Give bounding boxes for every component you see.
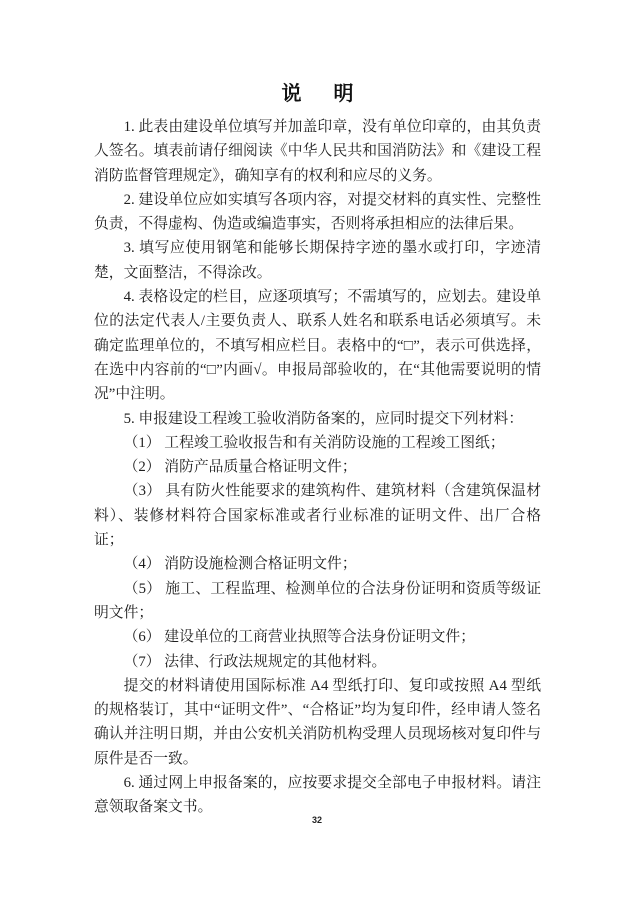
para-1: 1. 此表由建设单位填写并加盖印章，没有单位印章的，由其负责人签名。填表前请仔细阅读《中华人民共和国消防法》和《建设工程消防监督管理规定》，确知享有的权利和应尽的义务。 (94, 119, 541, 184)
list-item-7: （7） 法律、行政法规规定的其他材料。 (123, 653, 387, 670)
para-5: 5. 申报建设工程竣工验收消防备案的，应同时提交下列材料： (123, 410, 524, 427)
page-title: 说 明 (281, 83, 360, 105)
para-4: 4. 表格设定的栏目，应逐项填写；不需填写的，应划去。建设单位的法定代表人/主要负责人、联系人姓名和联系电话必须填写。未确定监理单位的，不填写相应栏目。表格中的“□”，表示可供选择，在选中内容前的“□”内画√。申报局部验收的，在“其他需要说明的情况”中注明。 (94, 289, 541, 403)
instructions-body (94, 115, 541, 820)
para-6: 6. 通过网上申报备案的，应按要求提交全部电子申报材料。请注意领取备案文书。 (94, 775, 541, 816)
list-item-2: （2） 消防产品质量合格证明文件； (123, 459, 357, 476)
list-item-4: （4） 消防设施检测合格证明文件； (123, 556, 357, 573)
page-number: 32 (311, 815, 322, 825)
list-item-5: （5） 施工、工程监理、检测单位的合法身份证明和资质等级证明文件； (94, 580, 541, 621)
list-item-6: （6） 建设单位的工商营业执照等合法身份证明文件； (123, 629, 476, 646)
para-3: 3. 填写应使用钢笔和能够长期保持字迹的墨水或打印，字迹清楚，文面整洁，不得涂改。 (94, 240, 541, 281)
para-a4-note: 提交的材料请使用国际标准 A4 型纸打印、复印或按照 A4 型纸的规格装订，其中“证明文件”、“合格证”均为复印件，经申请人签名确认并注明日期，并由公安机关消防机构受理人员现场核对复印件与原件是否一致。 (94, 677, 541, 767)
list-item-3: （3） 具有防火性能要求的建筑构件、建筑材料（含建筑保温材料）、装修材料符合国家标准或者行业标准的证明文件、出厂合格证； (94, 483, 541, 549)
list-item-1: （1） 工程竣工验收报告和有关消防设施的工程竣工图纸； (123, 434, 505, 451)
para-2: 2. 建设单位应如实填写各项内容，对提交材料的真实性、完整性负责，不得虚构、伪造或编造事实，否则将承担相应的法律后果。 (94, 191, 541, 233)
